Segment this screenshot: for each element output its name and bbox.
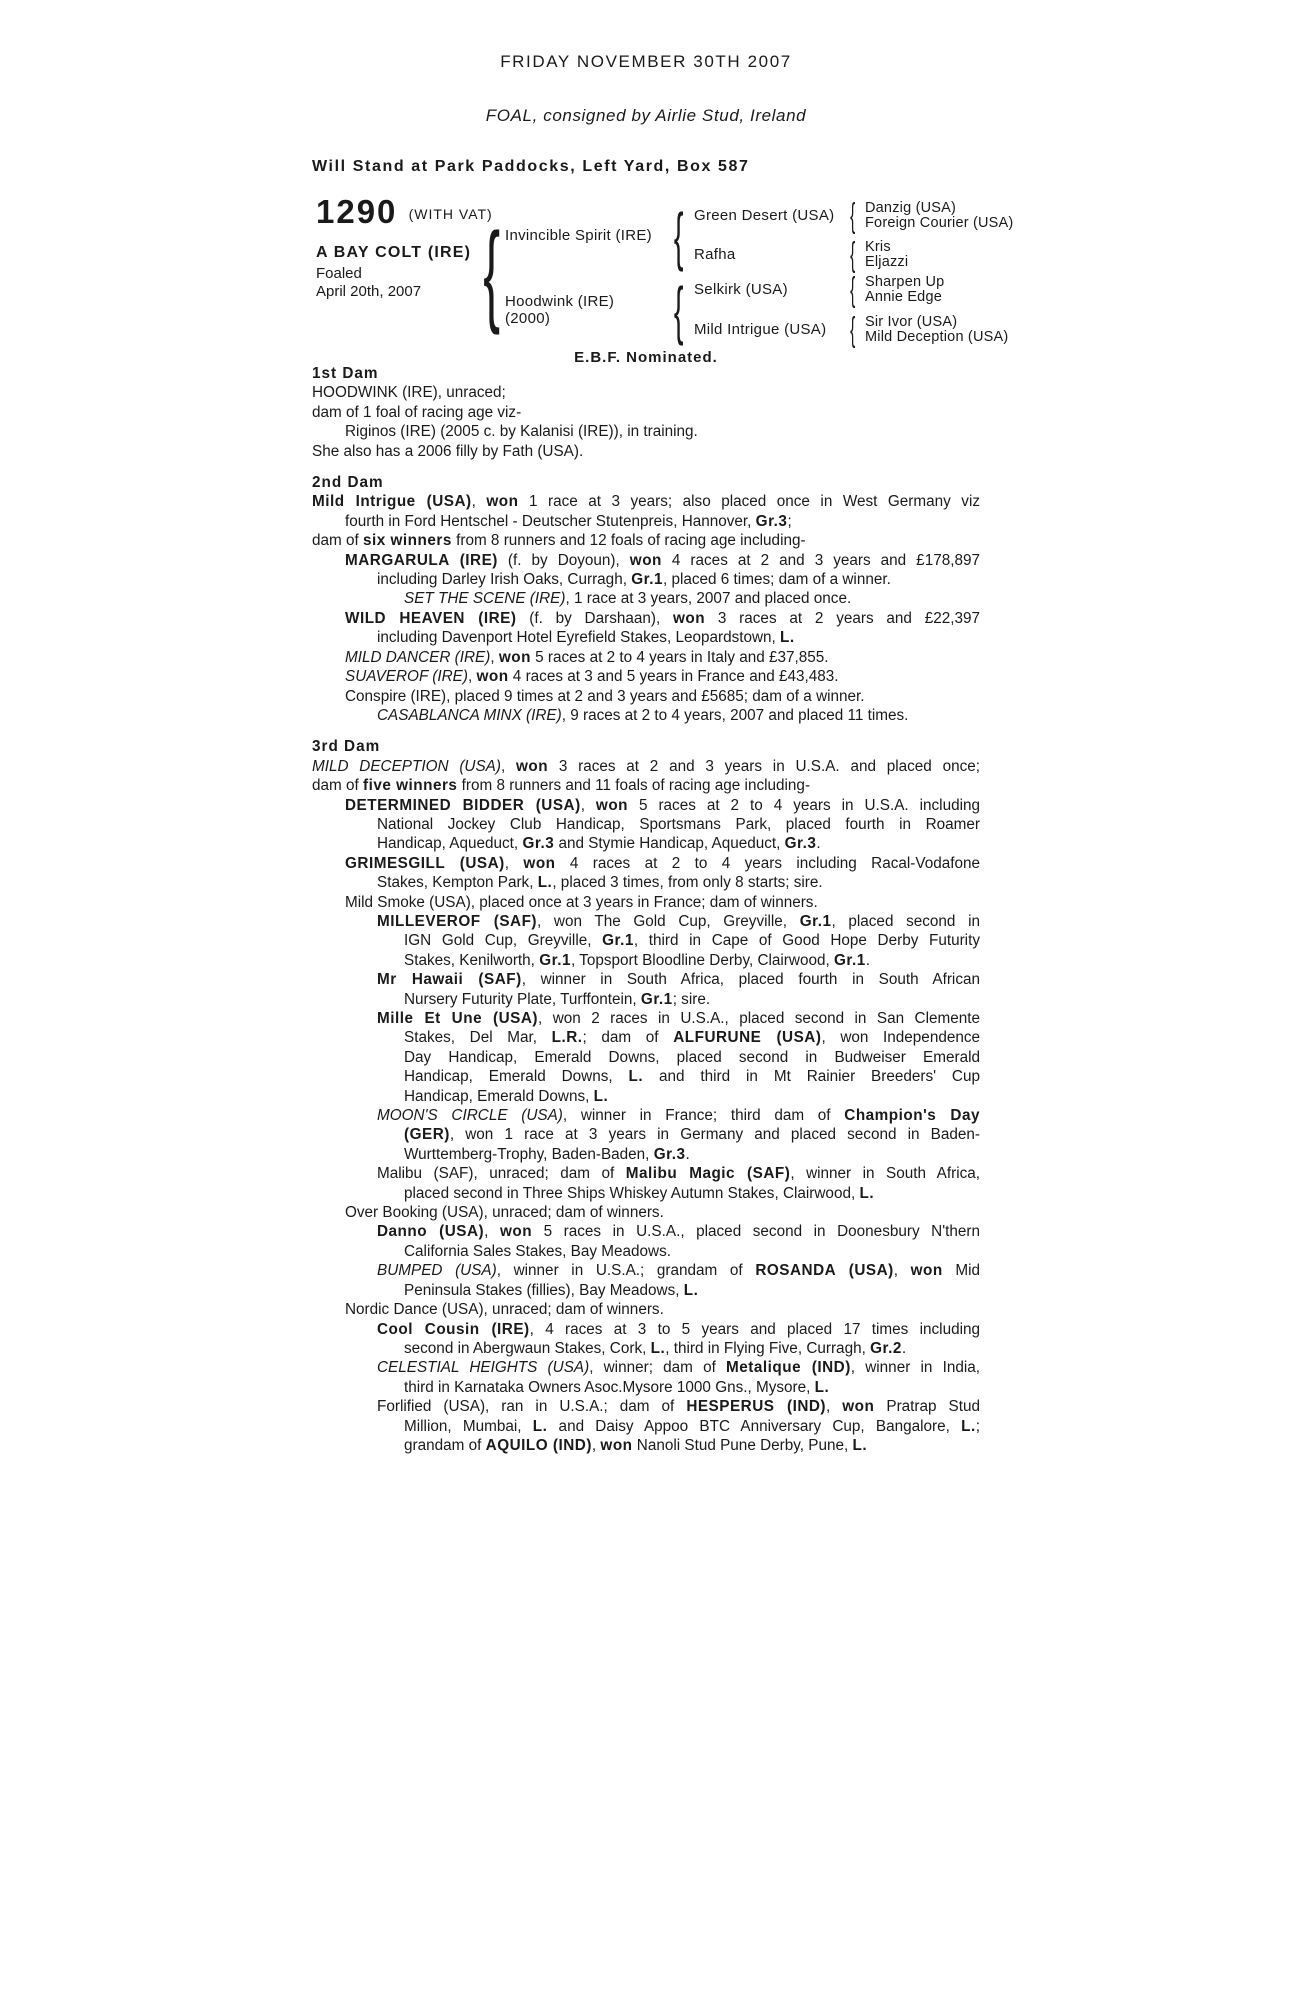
pedigree-text-line: Million, Mumbai, L. and Daisy Appoo BTC Anniversary Cup, Bangalore, L.; xyxy=(404,1417,980,1435)
pedigree-great-grandparent: Danzig (USA) xyxy=(865,200,957,216)
pedigree-text-line: MILD DECEPTION (USA), won 3 races at 2 and 3 years in U.S.A. and placed once; xyxy=(312,757,980,775)
pedigree-text-line: California Sales Stakes, Bay Meadows. xyxy=(404,1242,671,1260)
pedigree-text-line: Handicap, Emerald Downs, L. and third in Mt Rainier Breeders' Cup xyxy=(404,1068,980,1086)
pedigree-great-grandparent: Annie Edge xyxy=(865,289,942,305)
pedigree-text-line: dam of 1 foal of racing age viz- xyxy=(312,403,522,421)
pedigree-table xyxy=(312,190,1042,355)
pedigree-great-grandparent: Sir Ivor (USA) xyxy=(865,314,958,330)
pedigree-text-line: MARGARULA (IRE) (f. by Doyoun), won 4 races at 2 and 3 years and £178,897 xyxy=(345,551,980,569)
pedigree-text-line: CELESTIAL HEIGHTS (USA), winner; dam of Metalique (IND), winner in India, xyxy=(377,1359,980,1377)
dam-sections xyxy=(312,364,980,1467)
pedigree-text-line: SET THE SCENE (IRE), 1 race at 3 years, 2007 and placed once. xyxy=(404,590,852,608)
pedigree-text-line: WILD HEAVEN (IRE) (f. by Darshaan), won 3 races at 2 years and £22,397 xyxy=(345,609,980,627)
pedigree-text-line: Conspire (IRE), placed 9 times at 2 and 3 years and £5685; dam of a winner. xyxy=(345,687,865,705)
pedigree-text-line: CASABLANCA MINX (IRE), 9 races at 2 to 4 years, 2007 and placed 11 times. xyxy=(377,706,909,724)
pedigree-great-grandparent: Foreign Courier (USA) xyxy=(865,215,1014,231)
pedigree-text-line: Handicap, Emerald Downs, L. xyxy=(404,1087,609,1105)
pedigree-great-grandparent: Eljazzi xyxy=(865,254,909,270)
pedigree-text-line: Mild Intrigue (USA), won 1 race at 3 years; also placed once in West Germany viz xyxy=(312,493,980,511)
pedigree-text-line: fourth in Ford Hentschel - Deutscher Stutenpreis, Hannover, Gr.3; xyxy=(345,512,792,530)
pedigree-text-line: Stakes, Kempton Park, L., placed 3 times, from only 8 starts; sire. xyxy=(377,874,823,892)
pedigree-text-line: Cool Cousin (IRE), 4 races at 3 to 5 years and placed 17 times including xyxy=(377,1320,981,1338)
pedigree-brace-pair: { xyxy=(850,197,856,235)
pedigree-text-line: Nordic Dance (USA), unraced; dam of winners. xyxy=(345,1301,664,1319)
pedigree-text-line: Forlified (USA), ran in U.S.A.; dam of HESPERUS (IND), won Pratrap Stud xyxy=(377,1398,981,1416)
pedigree-text-line: placed second in Three Ships Whiskey Autumn Stakes, Clairwood, L. xyxy=(404,1184,875,1202)
pedigree-grandparent: Rafha xyxy=(694,246,736,263)
pedigree-text-line: including Davenport Hotel Eyrefield Stakes, Leopardstown, L. xyxy=(377,629,795,647)
pedigree-text-line: Stakes, Del Mar, L.R.; dam of ALFURUNE (USA), won Independence xyxy=(404,1029,981,1047)
pedigree-text-line: Malibu (SAF), unraced; dam of Malibu Magic (SAF), winner in South Africa, xyxy=(377,1165,980,1183)
pedigree-text-line: dam of five winners from 8 runners and 11 foals of racing age including- xyxy=(312,777,811,795)
pedigree-text-line: She also has a 2006 filly by Fath (USA). xyxy=(312,442,584,460)
pedigree-text-line: second in Abergwaun Stakes, Cork, L., third in Flying Five, Curragh, Gr.2. xyxy=(404,1339,907,1357)
pedigree-text-line: IGN Gold Cup, Greyville, Gr.1, third in Cape of Good Hope Derby Futurity xyxy=(404,932,980,950)
pedigree-brace-pair: { xyxy=(850,236,856,274)
pedigree-brace-sire: { xyxy=(674,200,684,272)
pedigree-text-line: including Darley Irish Oaks, Curragh, Gr.1, placed 6 times; dam of a winner. xyxy=(377,571,891,589)
dam-section-heading: 2nd Dam xyxy=(312,474,384,492)
pedigree-text-line: GRIMESGILL (USA), won 4 races at 2 to 4 years including Racal-Vodafone xyxy=(345,854,981,872)
dam-section-heading: 1st Dam xyxy=(312,365,379,382)
pedigree-text-line: BUMPED (USA), winner in U.S.A.; grandam of ROSANDA (USA), won Mid xyxy=(377,1262,980,1280)
pedigree-grandparent: Green Desert (USA) xyxy=(694,207,835,224)
pedigree-brace-pair: { xyxy=(850,271,856,309)
lot-number-value: 1290 xyxy=(316,193,398,230)
pedigree-text-line: Over Booking (USA), unraced; dam of winners. xyxy=(345,1204,664,1222)
pedigree-text-line: Peninsula Stakes (fillies), Bay Meadows, L. xyxy=(404,1281,699,1299)
pedigree-text-line: National Jockey Club Handicap, Sportsmans Park, placed fourth in Roamer xyxy=(377,815,980,833)
pedigree-dam-year: (2000) xyxy=(505,310,551,327)
pedigree-text-line: Mille Et Une (USA), won 2 races in U.S.A., placed second in San Clemente xyxy=(377,1010,981,1027)
pedigree-text-line: Mild Smoke (USA), placed once at 3 years in France; dam of winners. xyxy=(345,893,818,911)
pedigree-grandparent: Mild Intrigue (USA) xyxy=(694,321,827,338)
foaled-date: April 20th, 2007 xyxy=(316,283,422,300)
pedigree-text-line: (GER), won 1 race at 3 years in Germany and placed second in Baden- xyxy=(404,1126,980,1144)
dam-section-heading: 3rd Dam xyxy=(312,738,381,756)
pedigree-great-grandparent: Sharpen Up xyxy=(865,274,945,290)
pedigree-great-grandparent: Mild Deception (USA) xyxy=(865,329,1009,345)
pedigree-brace-dam: { xyxy=(674,274,684,346)
pedigree-grandparent: Selkirk (USA) xyxy=(694,281,788,298)
pedigree-text-line: Danno (USA), won 5 races in U.S.A., placed second in Doonesbury N'thern xyxy=(377,1223,980,1241)
ebf-nominated-note: E.B.F. Nominated. xyxy=(574,349,718,366)
sale-date-header: FRIDAY NOVEMBER 30TH 2007 xyxy=(500,52,792,71)
pedigree-text-line: MOON'S CIRCLE (USA), winner in France; third dam of Champion's Day xyxy=(377,1107,980,1125)
pedigree-text-line: MILLEVEROF (SAF), won The Gold Cup, Greyville, Gr.1, placed second in xyxy=(377,912,980,930)
lot-description: A BAY COLT (IRE) xyxy=(316,244,472,261)
pedigree-text-line: HOODWINK (IRE), unraced; xyxy=(312,384,506,402)
dam-section xyxy=(312,364,980,461)
pedigree-brace-pair: { xyxy=(850,311,856,349)
pedigree-brace-main: { xyxy=(483,210,501,335)
dam-section xyxy=(312,473,980,725)
lot-number xyxy=(316,195,493,231)
stand-location: Will Stand at Park Paddocks, Left Yard, Box 587 xyxy=(312,158,750,175)
pedigree-text-line: SUAVEROF (IRE), won 4 races at 3 and 5 years in France and £43,483. xyxy=(345,668,839,686)
pedigree-dam-name: Hoodwink (IRE) xyxy=(505,293,615,310)
foaled-label: Foaled xyxy=(316,265,362,282)
pedigree-text-line: Stakes, Kenilworth, Gr.1, Topsport Bloodline Derby, Clairwood, Gr.1. xyxy=(404,951,870,969)
pedigree-text-line: dam of six winners from 8 runners and 12 foals of racing age including- xyxy=(312,532,806,550)
consignment-line: FOAL, consigned by Airlie Stud, Ireland xyxy=(485,106,807,125)
pedigree-text-line: MILD DANCER (IRE), won 5 races at 2 to 4 years in Italy and £37,855. xyxy=(345,648,829,666)
pedigree-text-line: Nursery Futurity Plate, Turffontein, Gr.1; sire. xyxy=(404,990,711,1008)
pedigree-text-line: Riginos (IRE) (2005 c. by Kalanisi (IRE)), in training. xyxy=(345,423,698,441)
pedigree-great-grandparent: Kris xyxy=(865,239,891,255)
pedigree-text-line: Wurttemberg-Trophy, Baden-Baden, Gr.3. xyxy=(404,1145,690,1163)
pedigree-sire-name: Invincible Spirit (IRE) xyxy=(505,227,652,244)
pedigree-text-line: Day Handicap, Emerald Downs, placed second in Budweiser Emerald xyxy=(404,1048,980,1066)
pedigree-text-line: grandam of AQUILO (IND), won Nanoli Stud Pune Derby, Pune, L. xyxy=(404,1436,868,1454)
dam-section xyxy=(312,737,980,1455)
pedigree-text-line: Handicap, Aqueduct, Gr.3 and Stymie Handicap, Aqueduct, Gr.3. xyxy=(377,835,821,853)
pedigree-text-line: third in Karnataka Owners Asoc.Mysore 1000 Gns., Mysore, L. xyxy=(404,1378,830,1396)
vat-note: (WITH VAT) xyxy=(408,206,493,222)
pedigree-text-line: DETERMINED BIDDER (USA), won 5 races at 2 to 4 years in U.S.A. including xyxy=(345,796,981,814)
pedigree-text-line: Mr Hawaii (SAF), winner in South Africa, placed fourth in South African xyxy=(377,971,980,989)
